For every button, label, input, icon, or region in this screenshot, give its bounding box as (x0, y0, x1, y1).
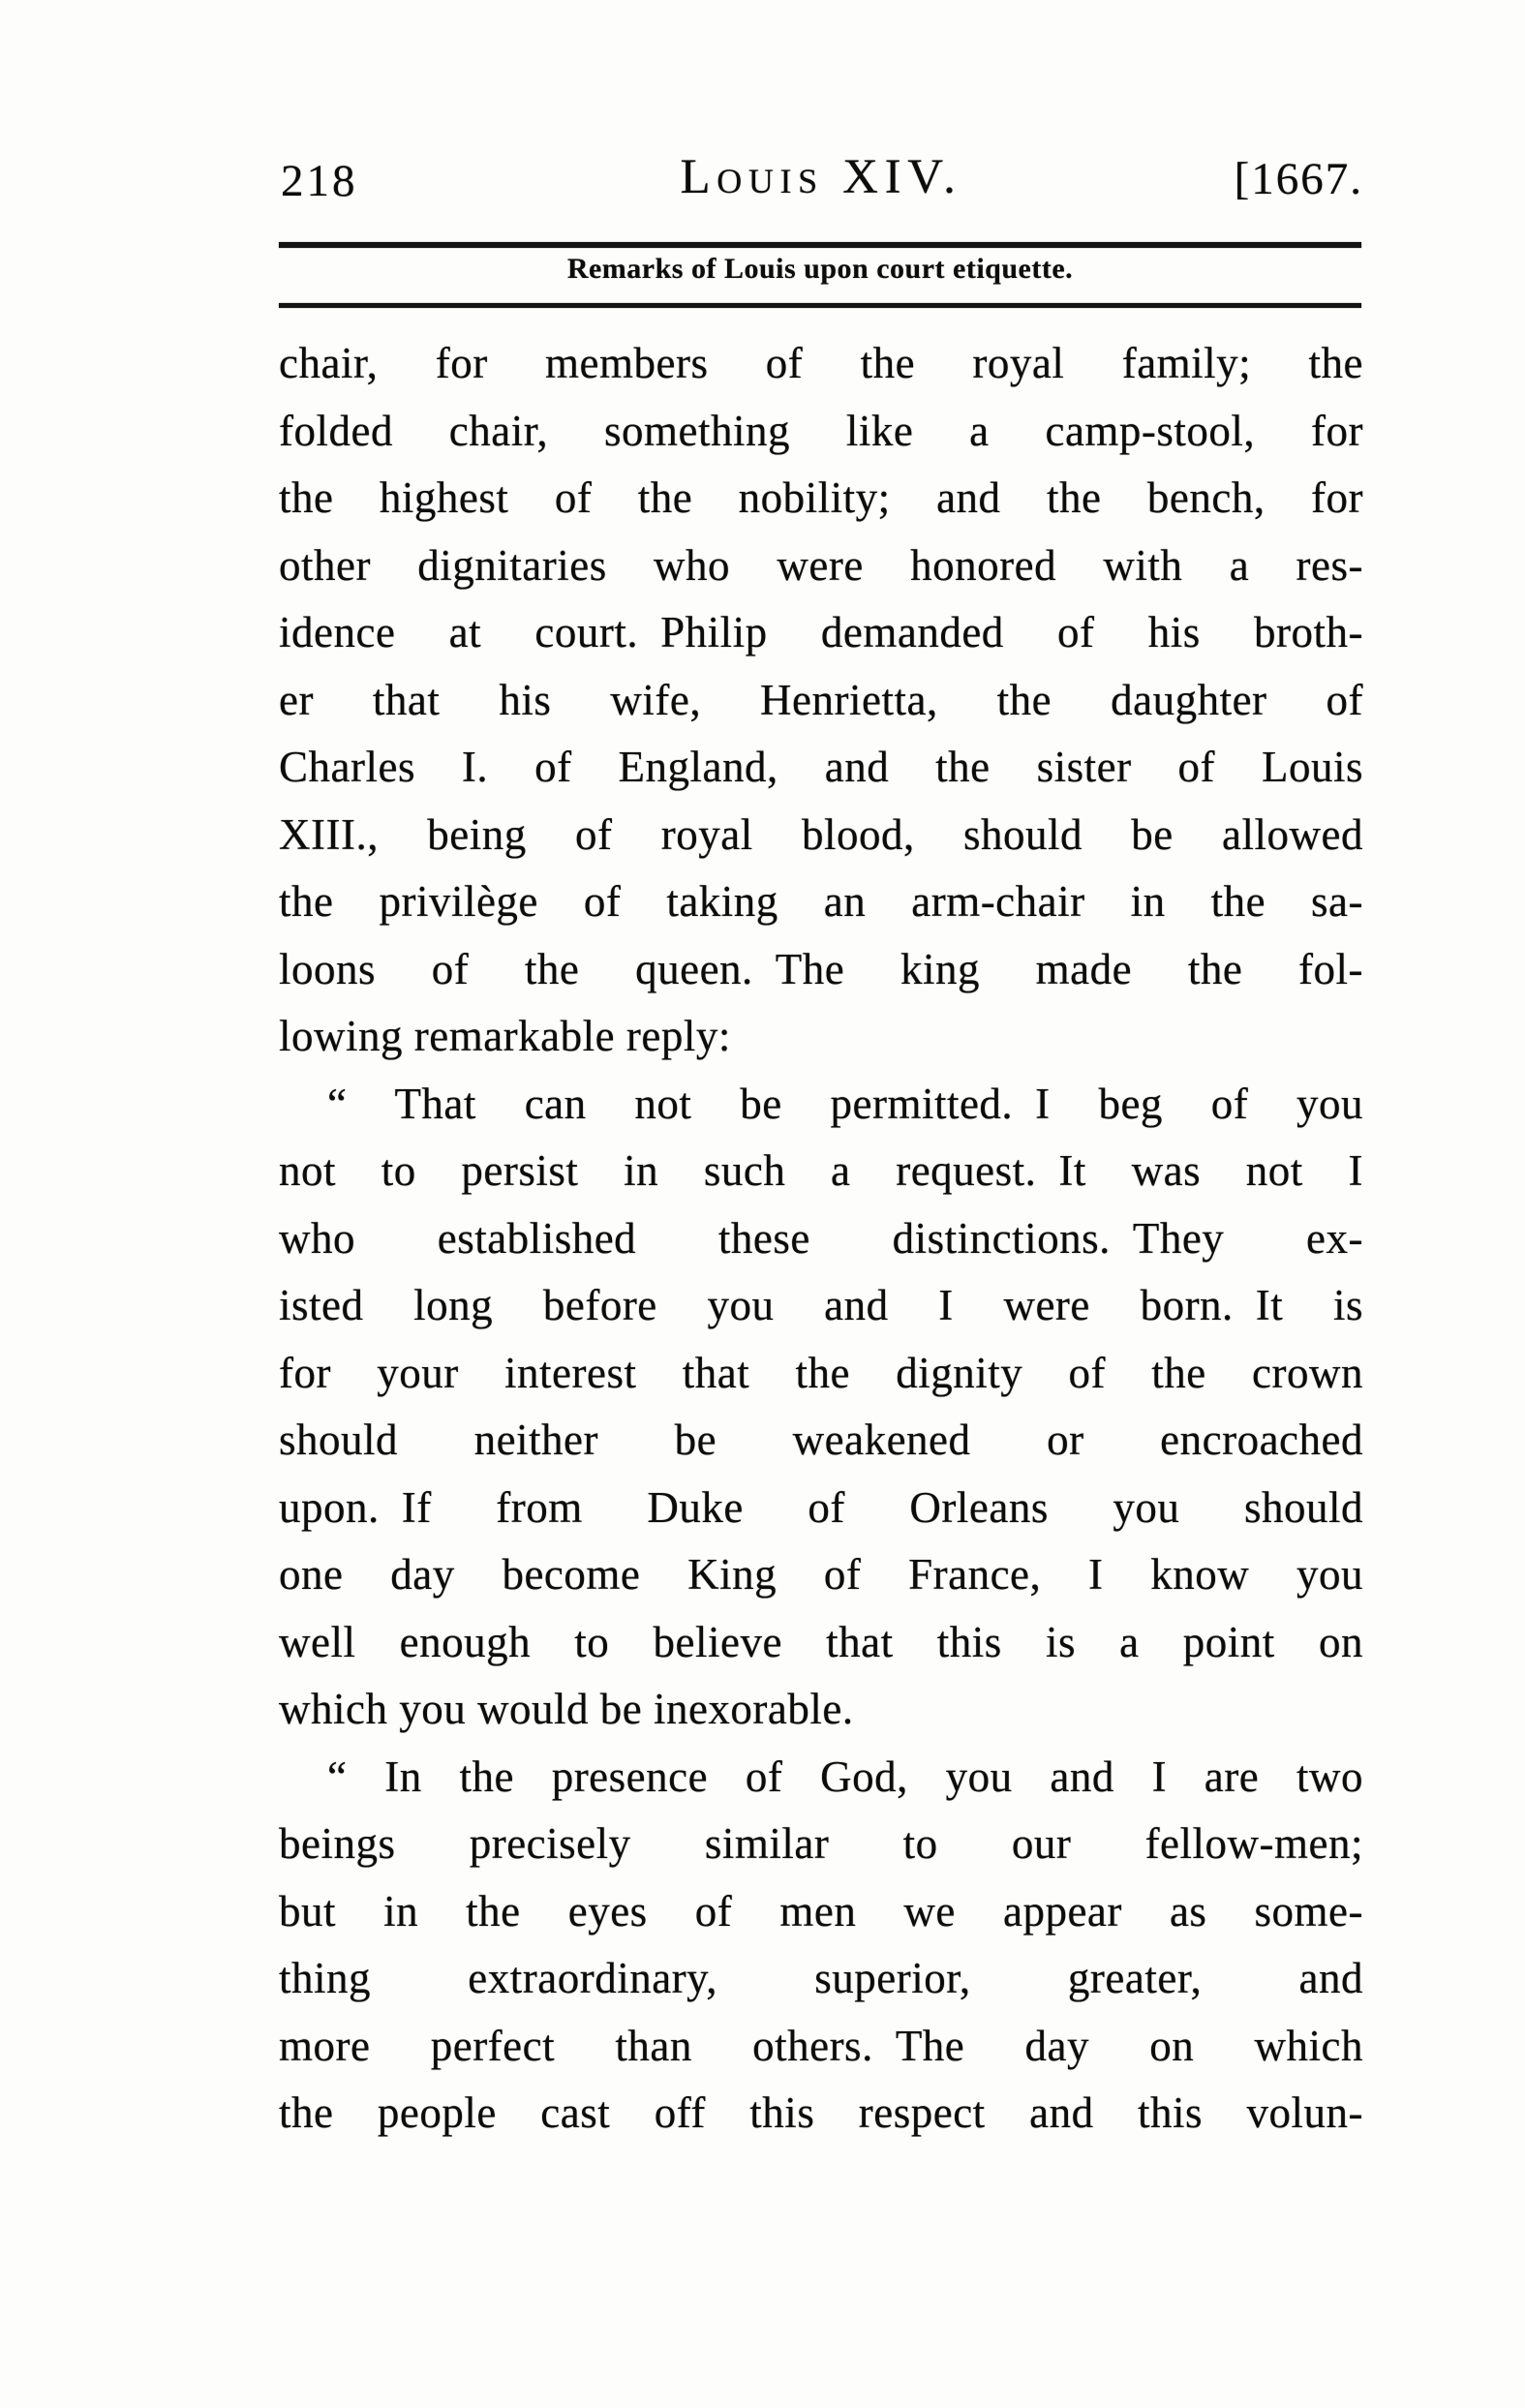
bottom-rule-divider (279, 303, 1361, 308)
text-line: who established these distinctions. They ex- (279, 1213, 1363, 1263)
text-line: beings precisely similar to our fellow-men; (279, 1819, 1363, 1868)
text-line: more perfect than others. The day on which (279, 2021, 1363, 2070)
text-line: Charles I. of England, and the sister of Louis (279, 743, 1363, 791)
text-line: not to persist in such a request. It was not I (279, 1146, 1363, 1195)
text-line: thing extraordinary, superior, greater, and (279, 1954, 1363, 2002)
text-line: one day become King of France, I know you (279, 1550, 1363, 1599)
text-line: isted long before you and I were born. It is (279, 1281, 1363, 1329)
text-line-quote-start: “ That can not be permitted. I beg of you (327, 1079, 1363, 1128)
text-line: but in the eyes of men we appear as some- (279, 1886, 1363, 1936)
text-line: other dignitaries who were honored with a res- (279, 540, 1363, 590)
text-line: lowing remarkable reply: (279, 1012, 731, 1060)
text-line: folded chair, something like a camp-stool, for (279, 406, 1363, 455)
text-line: loons of the queen. The king made the fol- (279, 944, 1363, 993)
text-line: well enough to believe that this is a point on (279, 1617, 1363, 1666)
text-line: which you would be inexorable. (279, 1685, 854, 1733)
text-line: for your interest that the dignity of the crown (279, 1348, 1363, 1397)
text-line: idence at court. Philip demanded of his broth- (279, 608, 1363, 656)
text-line: the highest of the nobility; and the bench, for (279, 473, 1363, 522)
page-header (279, 147, 1363, 221)
text-line: the people cast off this respect and this volun- (279, 2088, 1363, 2137)
text-line: the privilège of taking an arm-chair in the sa- (279, 877, 1363, 926)
text-line: chair, for members of the royal family; the (279, 339, 1363, 387)
text-column (279, 330, 1363, 2148)
book-title: Louis XIV. (680, 150, 962, 204)
page-number: 218 (281, 156, 358, 206)
text-line: should neither be weakened or encroached (279, 1416, 1363, 1464)
year-marker: [1667. (1234, 154, 1363, 204)
text-line: upon. If from Duke of Orleans you should (279, 1482, 1363, 1532)
top-rule-divider (279, 242, 1361, 248)
running-head: Remarks of Louis upon court etiquette. (566, 253, 1074, 285)
text-line: er that his wife, Henrietta, the daughter of (279, 675, 1363, 724)
text-line-quote-start: “ In the presence of God, you and I are two (327, 1752, 1363, 1801)
text-line: XIII., being of royal blood, should be allowed (279, 809, 1363, 859)
